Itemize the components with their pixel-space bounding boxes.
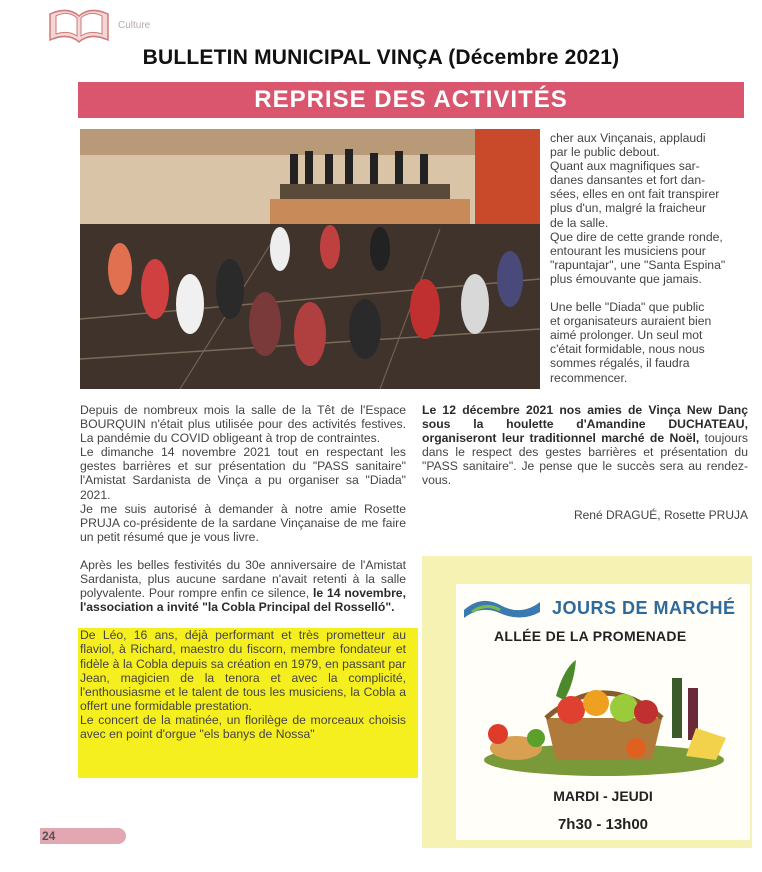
right-top-line: Que dire de cette grande ronde, xyxy=(550,229,723,244)
right-top-line: cher aux Vinçanais, applaudi xyxy=(550,131,706,145)
right-top-line: sées, elles en ont fait transpirer xyxy=(550,187,720,202)
paragraph: Depuis de nombreux mois la salle de la Têt de l'Espace BOURQUIN n'était plus utilisée pour des activités festives. La pandémie du COVID obligeant à trop de contraintes. xyxy=(80,403,406,446)
book-logo-icon xyxy=(48,4,110,44)
market-days: MARDI - JEUDI xyxy=(553,788,653,804)
banner-title: REPRISE DES ACTIVITÉS xyxy=(254,86,568,113)
right-top-line: recommencer. xyxy=(550,370,628,385)
market-subtitle: ALLÉE DE LA PROMENADE xyxy=(494,628,687,644)
signature: René DRAGUÉ, Rosette PRUJA xyxy=(573,508,748,522)
right-top-line: sommes régalés, il faudra xyxy=(550,356,690,371)
paragraph xyxy=(80,558,406,614)
right-top-line: aimé prolonger. Un seul mot xyxy=(550,328,703,343)
highlighted-bold-text: le 14 novembre, l'association a invité "la Cobla Principal del Rosselló". xyxy=(80,586,406,615)
paragraph xyxy=(422,403,748,488)
right-top-line: de la salle. xyxy=(550,215,609,230)
paragraph: Je me suis autorisé à demander à notre amie Rosette PRUJA co-présidente de la sardane Vinçanaise de me faire un petit résumé que je vous livre. xyxy=(80,501,406,544)
right-top-line: c'était formidable, nous nous xyxy=(550,342,705,357)
bulletin-title: BULLETIN MUNICIPAL VINÇA (Décembre 2021) xyxy=(142,46,620,69)
paragraph: De Léo, 16 ans, déjà performant et très prometteur au flaviol, à Richard, maestro du fiscorn, membre fondateur et fidèle à la Cobla depuis sa création en 1979, en passant par Jean, magicien de la tenora et avec la complicité, l'enthousiasme et le talent de tous les musiciens, la Cobla a offert une formidable prestation. xyxy=(80,628,406,713)
market-poster xyxy=(422,556,752,848)
paragraph-text: Après les belles festivités du 30e anniversaire de l'Amistat Sardanista, plus aucune sardane n'avait retenti à la salle polyvalente. Pour rompre enfin ce silence, xyxy=(80,557,406,601)
right-top-line: plus émouvante que jamais. xyxy=(550,271,702,286)
right-top-line: "rapuntajar", une "Santa Espina" xyxy=(550,257,726,272)
section-label: Culture xyxy=(118,20,151,31)
paragraph-text: toujours dans le respect des gestes barrières et présentation du "PASS sanitaire". Je pense que le succès sera au rendez-vous. xyxy=(422,431,748,488)
right-top-line: entourant les musiciens pour xyxy=(550,243,706,258)
dance-photo xyxy=(80,129,540,389)
bold-text: Le 12 décembre 2021 nos amies de Vinça New Danç sous la houlette d'Amandine DUCHATEAU, organiseront leur traditionnel marché de Noël, xyxy=(422,403,748,446)
right-top-line: Quant aux magnifiques sar- xyxy=(550,159,700,174)
right-top-line: Une belle "Diada" que public xyxy=(550,300,705,315)
page-number: 24 xyxy=(42,829,56,843)
market-logo-icon xyxy=(462,592,542,622)
market-hours: 7h30 - 13h00 xyxy=(557,816,649,833)
market-poster-inner xyxy=(456,584,750,840)
right-top-line: danes dansantes et fort dan- xyxy=(550,173,706,188)
right-mid-column xyxy=(422,403,748,488)
paragraph: Le concert de la matinée, un florilège de morceaux choisis avec en point d'orgue "els banys de Nossa" xyxy=(80,712,406,741)
right-top-column xyxy=(550,131,746,385)
produce-basket-illustration xyxy=(476,648,732,778)
banner xyxy=(78,82,744,118)
paragraph: Le dimanche 14 novembre 2021 tout en respectant les gestes barrières et sur présentation du "PASS sanitaire" l'Amistat Sardanista de Vinça a pu organiser sa "Diada" 2021. xyxy=(80,445,406,502)
market-title: JOURS DE MARCHÉ xyxy=(552,598,736,618)
right-top-line: et organisateurs auraient bien xyxy=(550,314,712,329)
left-column xyxy=(80,403,406,741)
right-top-line: plus d'un, malgré la fraicheur xyxy=(550,201,707,216)
right-top-line: par le public debout. xyxy=(550,145,660,160)
